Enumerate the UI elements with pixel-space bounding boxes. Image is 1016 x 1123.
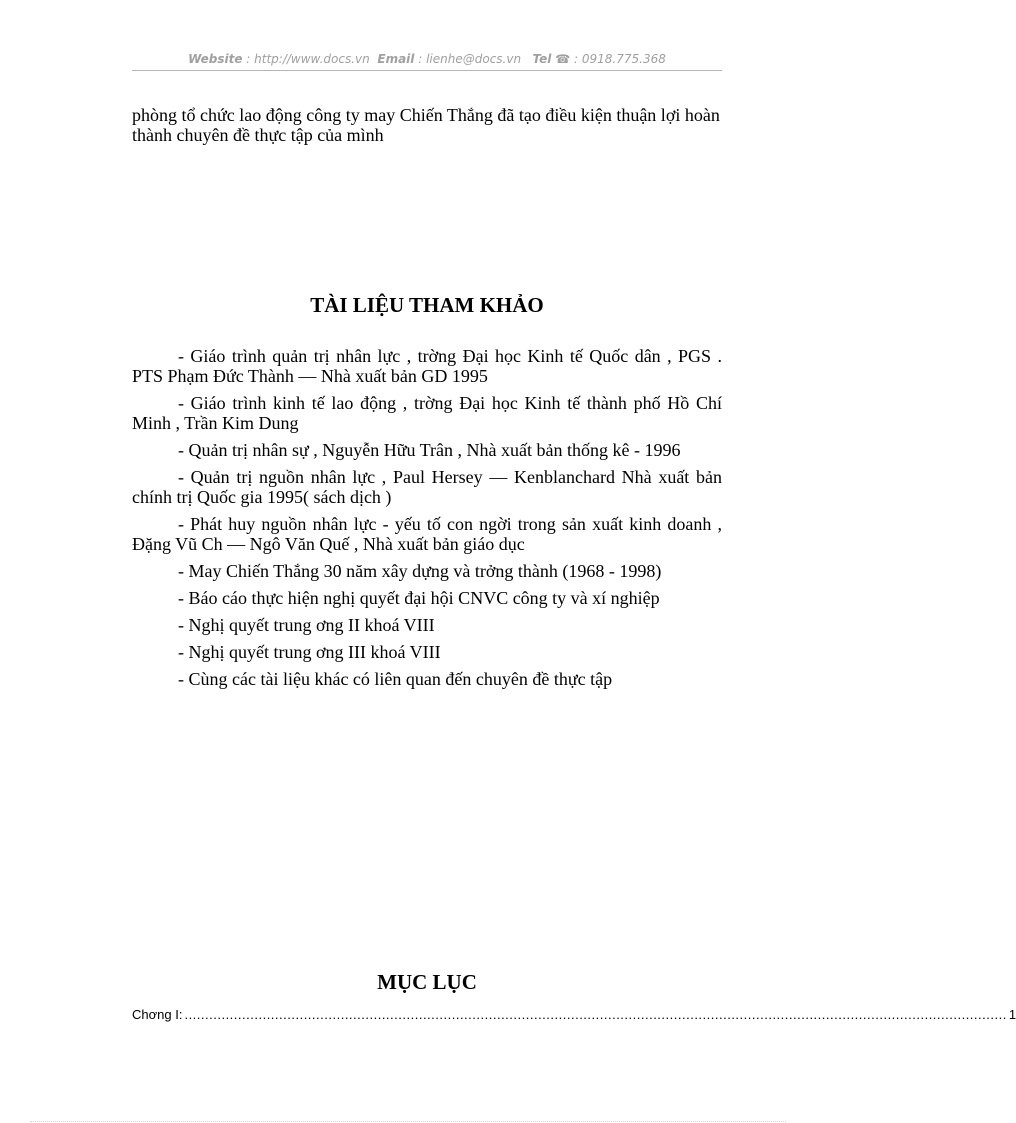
toc-dot-leader: ........................................................................................................................................................................................................	[184, 1007, 1007, 1022]
toc-entry-label: Chơng I:	[132, 1007, 183, 1022]
reference-item: - Cùng các tài liệu khác có liên quan đến chuyên đề thực tập	[178, 669, 613, 689]
page-header	[132, 52, 722, 66]
website-label: Website	[188, 52, 243, 66]
tel-number: ☎ : 0918.775.368	[555, 52, 666, 66]
toc-title: MỤC LỤC	[377, 970, 477, 994]
reference-item: - Phát huy nguồn nhân lực - yếu tố con ngời trong sản xuất kinh doanh , Đặng Vũ Ch — Ngô Văn Quế , Nhà xuất bản giáo dục	[132, 514, 722, 554]
toc-entry-page: 1	[1008, 1007, 1016, 1022]
reference-item: - Báo cáo thực hiện nghị quyết đại hội CNVC công ty và xí nghiệp	[178, 588, 660, 608]
tel-label: Tel	[532, 52, 552, 66]
intro-paragraph: phòng tổ chức lao động công ty may Chiến Thắng đã tạo điều kiện thuận lợi hoàn thành chuyên đề thực tập của mình	[132, 105, 720, 145]
toc-entry[interactable]	[132, 1007, 1016, 1022]
reference-item: - Giáo trình kinh tế lao động , trờng Đại học Kinh tế thành phố Hồ Chí Minh , Trần Kim Dung	[132, 393, 722, 433]
reference-item: - Nghị quyết trung ơng II khoá VIII	[178, 615, 435, 635]
reference-item: - Giáo trình quản trị nhân lực , trờng Đại học Kinh tế Quốc dân , PGS . PTS Phạm Đức Thành — Nhà xuất bản GD 1995	[132, 346, 722, 386]
references-list	[132, 346, 722, 696]
reference-item: - Quản trị nguồn nhân lực , Paul Hersey — Kenblanchard Nhà xuất bản chính trị Quốc gia 1995( sách dịch )	[132, 467, 722, 507]
reference-item: - May Chiến Thắng 30 năm xây dựng và trởng thành (1968 - 1998)	[178, 561, 662, 581]
page-bottom-edge	[30, 1121, 786, 1122]
website-url: : http://www.docs.vn	[246, 52, 370, 66]
references-title: TÀI LIỆU THAM KHẢO	[310, 293, 544, 317]
reference-item: - Nghị quyết trung ơng III khoá VIII	[178, 642, 441, 662]
email-label: Email	[377, 52, 415, 66]
email-address: : lienhe@docs.vn	[418, 52, 522, 66]
header-divider	[132, 70, 722, 71]
reference-item: - Quản trị nhân sự , Nguyễn Hữu Trân , Nhà xuất bản thống kê - 1996	[178, 440, 681, 460]
